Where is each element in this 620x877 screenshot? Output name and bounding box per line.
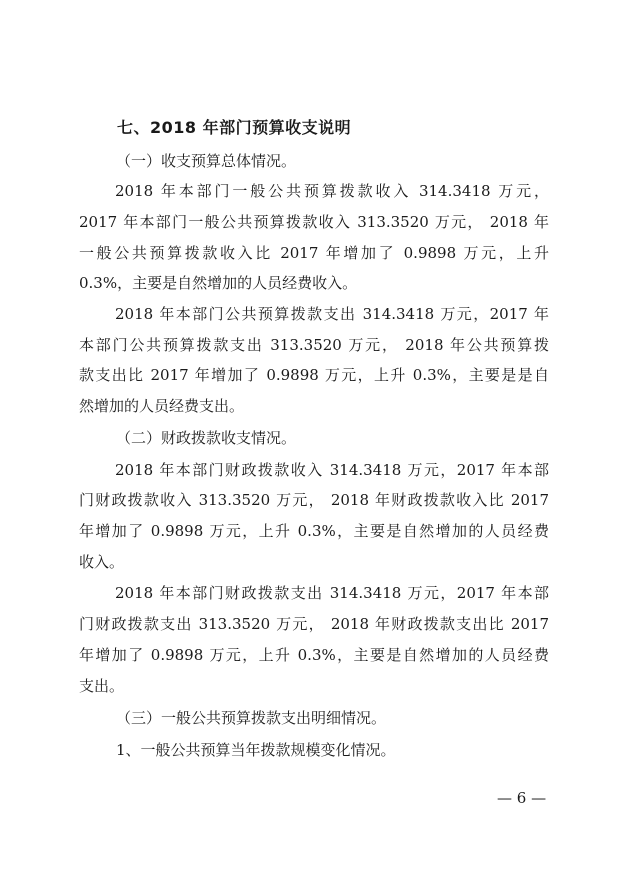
- paragraph-3-line-4: 收入。: [79, 553, 125, 571]
- paragraph-1-line-1: 2018 年本部门一般公共预算拨款收入 314.3418 万元，: [115, 182, 549, 200]
- paragraph-2-line-3: 款支出比 2017 年增加了 0.9898 万元，上升 0.3%，主要是是自: [79, 366, 549, 384]
- page-number: — 6 —: [497, 789, 547, 807]
- paragraph-2-line-2: 本部门公共预算拨款支出 313.3520 万元， 2018 年公共预算拨: [79, 336, 549, 354]
- paragraph-1-line-4: 0.3%，主要是自然增加的人员经费收入。: [79, 274, 358, 292]
- paragraph-1-line-3: 一般公共预算拨款收入比 2017 年增加了 0.9898 万元，上升: [79, 244, 549, 262]
- list-item-1: 1、一般公共预算当年拨款规模变化情况。: [116, 741, 396, 759]
- paragraph-4-line-2: 门财政拨款支出 313.3520 万元， 2018 年财政拨款支出比 2017: [79, 615, 549, 633]
- paragraph-1-line-2: 2017 年本部门一般公共预算拨款收入 313.3520 万元， 2018 年: [79, 213, 549, 231]
- paragraph-2-line-4: 然增加的人员经费支出。: [79, 397, 245, 415]
- paragraph-3-line-3: 年增加了 0.9898 万元，上升 0.3%，主要是自然增加的人员经费: [79, 522, 549, 540]
- subsection-title-2: （二）财政拨款收支情况。: [116, 429, 297, 447]
- section-heading: 七、2018 年部门预算收支说明: [117, 118, 352, 137]
- paragraph-4-line-1: 2018 年本部门财政拨款支出 314.3418 万元，2017 年本部: [115, 584, 549, 602]
- paragraph-4-line-3: 年增加了 0.9898 万元，上升 0.3%，主要是自然增加的人员经费: [79, 646, 549, 664]
- paragraph-3-line-2: 门财政拨款收入 313.3520 万元， 2018 年财政拨款收入比 2017: [79, 491, 549, 509]
- paragraph-4-line-4: 支出。: [79, 677, 125, 695]
- paragraph-2-line-1: 2018 年本部门公共预算拨款支出 314.3418 万元，2017 年: [115, 305, 549, 323]
- subsection-title-3: （三）一般公共预算拨款支出明细情况。: [116, 709, 387, 727]
- subsection-title-1: （一）收支预算总体情况。: [116, 152, 297, 170]
- paragraph-3-line-1: 2018 年本部门财政拨款收入 314.3418 万元，2017 年本部: [115, 461, 549, 479]
